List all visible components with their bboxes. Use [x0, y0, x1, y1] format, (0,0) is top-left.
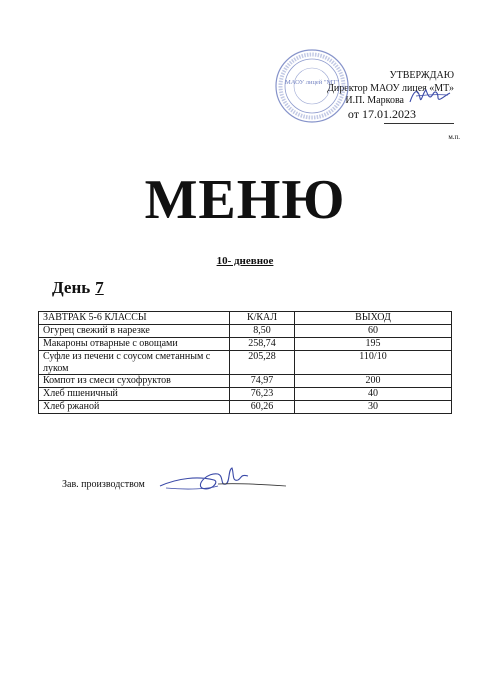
menu-table: [38, 311, 452, 414]
approval-date: от 17.01.2023: [347, 106, 416, 121]
dish-kcal: 8,50: [230, 325, 295, 338]
dish-output: 200: [295, 375, 452, 388]
dish-output: 110/10: [295, 351, 452, 375]
approval-title: УТВЕРЖДАЮ: [389, 70, 454, 81]
document-title: МЕНЮ: [144, 169, 346, 231]
dish-name: Хлеб ржаной: [39, 401, 230, 414]
director-signature-image: [408, 84, 452, 108]
header-kcal: К/КАЛ: [230, 312, 295, 325]
dish-kcal: 205,28: [230, 351, 295, 375]
table-row: [39, 325, 452, 338]
dish-kcal: 60,26: [230, 401, 295, 414]
school-stamp-image: [274, 48, 350, 124]
signature-line: [384, 123, 454, 124]
table-row: [39, 351, 452, 375]
table-row: [39, 401, 452, 414]
header-meal: ЗАВТРАК 5-6 КЛАССЫ: [39, 312, 230, 325]
dish-name: Хлеб пшеничный: [39, 388, 230, 401]
production-manager-label: Зав. производством: [62, 479, 145, 490]
table-row: [39, 388, 452, 401]
dish-output: 40: [295, 388, 452, 401]
production-signature-image: [158, 464, 288, 496]
dish-kcal: 74,97: [230, 375, 295, 388]
dish-kcal: 258,74: [230, 338, 295, 351]
table-header-row: [39, 312, 452, 325]
dish-name: Компот из смеси сухофруктов: [39, 375, 230, 388]
dish-name: Огурец свежий в нарезке: [39, 325, 230, 338]
dish-name: Макароны отварные с овощами: [39, 338, 230, 351]
approval-position: Директор МАОУ лицея «МТ»: [327, 82, 454, 94]
document-subtitle: 10- дневное: [216, 255, 274, 267]
approval-name: И.П. Маркова: [345, 95, 404, 106]
stamp-center-text: МАОУ лицей "МТ": [285, 79, 339, 86]
dish-kcal: 76,23: [230, 388, 295, 401]
header-output: ВЫХОД: [295, 312, 452, 325]
dish-output: 30: [295, 401, 452, 414]
table-row: [39, 338, 452, 351]
day-number: 7: [95, 278, 104, 297]
table-row: [39, 375, 452, 388]
day-label: День: [52, 278, 91, 297]
dish-output: 60: [295, 325, 452, 338]
dish-name: Суфле из печени с соусом сметанным с луком: [39, 351, 230, 375]
dish-output: 195: [295, 338, 452, 351]
day-heading: [52, 278, 104, 298]
stamp-place-label: м.п.: [448, 133, 460, 141]
